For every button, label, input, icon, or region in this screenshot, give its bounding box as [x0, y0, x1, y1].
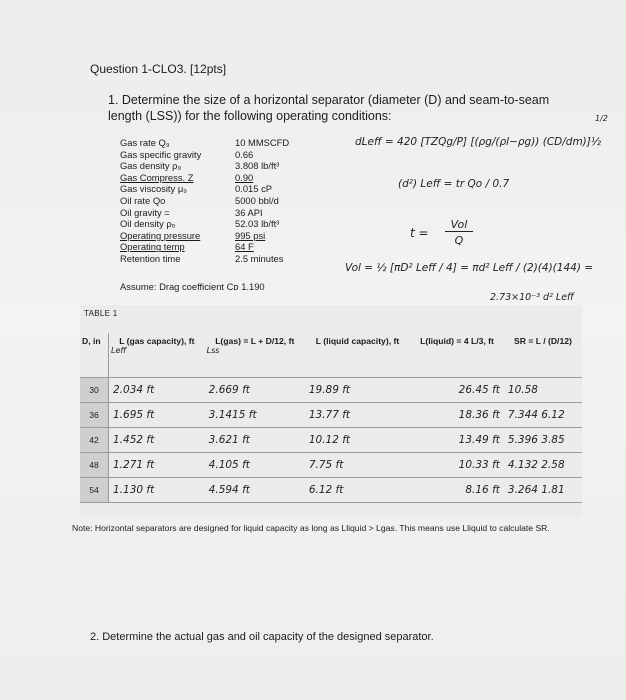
condition-value: 0.66: [235, 148, 254, 160]
header-slenderness-ratio: SR = L / (D/12): [514, 336, 572, 346]
condition-row: [120, 195, 289, 207]
cell-liquid: 7.75 ft: [305, 453, 410, 478]
condition-label: Gas density ρ₉: [120, 160, 182, 172]
header-lgas: [205, 333, 305, 378]
header-liquid-capacity: L (liquid capacity), ft: [315, 336, 400, 346]
cell-sr: 5.396 3.85: [504, 428, 582, 453]
cell-lliquid: 8.16 ft: [410, 478, 504, 503]
header-note: Lss: [206, 346, 220, 355]
cell-lgas: 2.669 ft: [205, 378, 305, 403]
condition-value: 0.015 cP: [235, 183, 273, 195]
header-gas-capacity: [109, 333, 205, 378]
condition-value: 10 MMSCFD: [235, 137, 290, 148]
condition-label: Oil rate Qo: [120, 194, 166, 206]
header-label: L (gas capacity), ft: [119, 336, 195, 346]
cell-diameter: 30: [80, 378, 109, 403]
cell-diameter: 48: [80, 453, 109, 478]
handwritten-formula-vol: Vol = ½ [πD² Leff / 4] = πd² Leff / (2)(4)(144) =: [345, 262, 594, 274]
table-row: [80, 428, 582, 453]
cell-diameter: 42: [80, 428, 109, 453]
cell-liquid: 6.12 ft: [305, 478, 410, 503]
cell-liquid: 10.12 ft: [305, 428, 410, 453]
condition-row: [120, 253, 289, 265]
cell-lgas: 3.621 ft: [205, 428, 305, 453]
cell-lliquid: 18.36 ft: [410, 403, 504, 428]
condition-row: [120, 230, 289, 242]
table-row: [80, 453, 582, 478]
cell-lgas: 3.1415 ft: [205, 403, 305, 428]
header-label: L(gas) = L + D/12, ft: [215, 336, 295, 346]
condition-label: Oil density ρₒ: [120, 218, 176, 230]
cell-sr: 10.58: [504, 378, 582, 403]
cell-sr: 7.344 6.12: [504, 403, 582, 428]
condition-label: Gas rate Q₉: [120, 137, 170, 148]
condition-value: 2.5 minutes: [235, 252, 284, 264]
cell-gas: 1.271 ft: [109, 453, 205, 478]
cell-sr: 3.264 1.81: [504, 478, 582, 503]
condition-row: [120, 172, 289, 184]
operating-conditions: [120, 137, 289, 265]
design-note: Note: Horizontal separators are designed for liquid capacity as long as Lliquid > Lgas. This means use Lliquid to calculate SR.: [72, 523, 550, 533]
condition-label: Gas viscosity μ₉: [120, 183, 187, 195]
cell-liquid: 19.89 ft: [305, 378, 410, 403]
drag-coefficient-assumption: Assume: Drag coefficient Cᴅ 1.190: [120, 281, 265, 292]
cell-diameter: 54: [80, 478, 109, 503]
header-lliquid: L(liquid) = 4 L/3, ft: [420, 336, 494, 346]
separator-table: [80, 333, 582, 503]
condition-row: [120, 160, 289, 172]
cell-lgas: 4.105 ft: [205, 453, 305, 478]
handwritten-formula-t-lhs: t =: [410, 226, 429, 240]
question-part-2: 2. Determine the actual gas and oil capacity of the designed separator.: [90, 631, 434, 643]
cell-gas: 2.034 ft: [109, 378, 205, 403]
condition-label: Oil gravity =: [120, 206, 170, 218]
condition-value: 64 F: [235, 241, 254, 253]
handwritten-exponent: 1/2: [595, 114, 608, 123]
condition-value: 3.808 lb/ft³: [235, 160, 280, 172]
condition-value: 995 psi: [235, 229, 266, 241]
cell-gas: 1.695 ft: [109, 403, 205, 428]
condition-value: 52.03 lb/ft³: [235, 218, 280, 230]
cell-diameter: 36: [80, 403, 109, 428]
cell-liquid: 13.77 ft: [305, 403, 410, 428]
table-caption: TABLE 1: [84, 309, 118, 318]
condition-label: Gas specific gravity: [120, 148, 202, 160]
header-note: Leff: [111, 346, 127, 355]
table-row: [80, 403, 582, 428]
condition-value: 0.90: [235, 171, 254, 183]
condition-label: Retention time: [120, 252, 181, 264]
cell-lliquid: 26.45 ft: [410, 378, 504, 403]
question-part-1: 1. Determine the size of a horizontal separator (diameter (D) and seam-to-seam length (LSS)) for the following operating conditions:: [108, 93, 550, 123]
condition-row: [120, 207, 289, 219]
condition-label: Gas Compress. Z: [120, 171, 194, 183]
condition-value: 36 API: [235, 206, 263, 218]
condition-row: [120, 149, 289, 161]
handwritten-formula-leff: dLeff = 420 [TZQg/P] [(ρg/(ρl−ρg)) (CD/dm)]½: [355, 136, 602, 148]
cell-lliquid: 10.33 ft: [410, 453, 504, 478]
handwritten-formula-d2leff: (d²) Leff = tr Qo / 0.7: [398, 178, 510, 190]
handwritten-formula-result: 2.73×10⁻³ d² Leff: [490, 292, 574, 303]
header-diameter: D, in: [80, 333, 109, 378]
cell-sr: 4.132 2.58: [504, 453, 582, 478]
condition-label: Operating temp: [120, 241, 185, 253]
condition-row: [120, 137, 289, 149]
table-row: [80, 478, 582, 503]
question-title: Question 1-CLO3. [12pts]: [90, 62, 227, 76]
cell-gas: 1.452 ft: [109, 428, 205, 453]
cell-lgas: 4.594 ft: [205, 478, 305, 503]
handwritten-frac-top: Vol: [445, 218, 473, 232]
table-row: [80, 378, 582, 403]
handwritten-frac-bottom: Q: [454, 234, 464, 247]
cell-lliquid: 13.49 ft: [410, 428, 504, 453]
condition-label: Operating pressure: [120, 229, 201, 241]
condition-value: 5000 bbl/d: [235, 194, 279, 206]
condition-row: [120, 241, 289, 253]
condition-row: [120, 183, 289, 195]
condition-row: [120, 218, 289, 230]
table-header-row: [80, 333, 582, 378]
cell-gas: 1.130 ft: [109, 478, 205, 503]
